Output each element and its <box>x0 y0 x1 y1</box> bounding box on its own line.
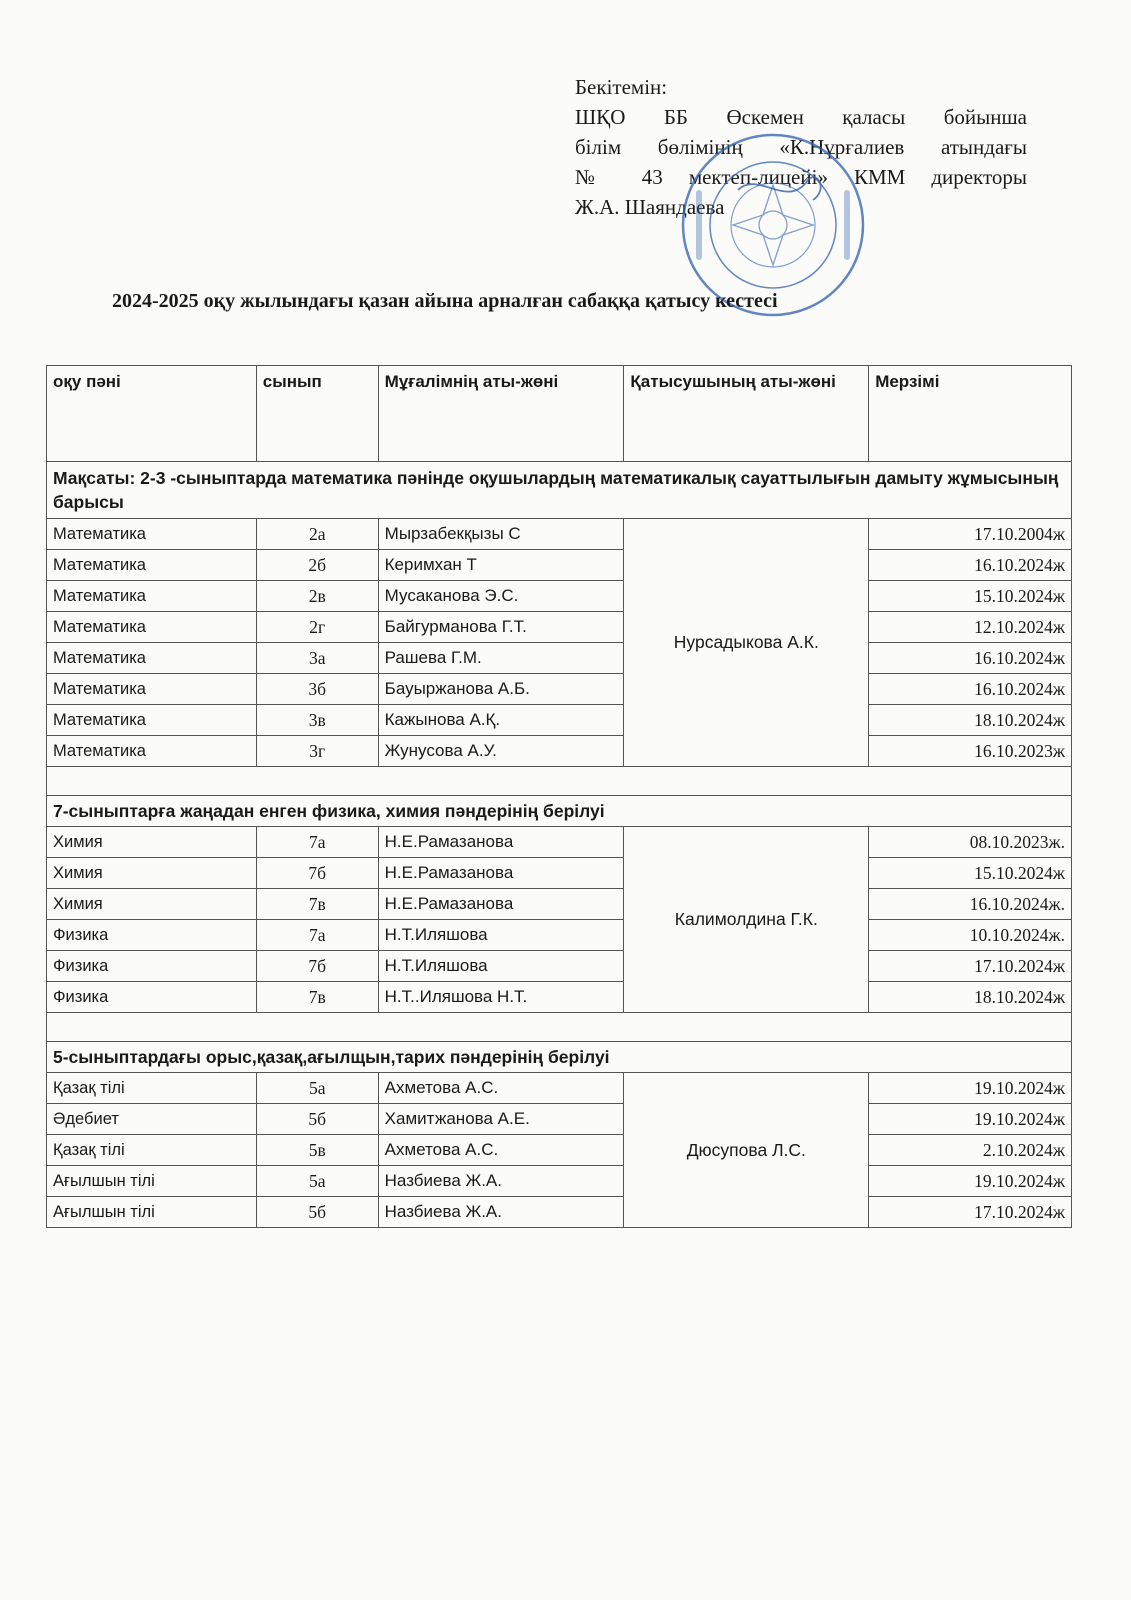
table-row <box>47 643 1072 674</box>
table-row <box>47 581 1072 612</box>
table-row <box>47 674 1072 705</box>
cell-class: 3а <box>256 643 378 674</box>
cell-class: 2а <box>256 519 378 550</box>
cell-date: 12.10.2024ж <box>869 612 1072 643</box>
approval-line: білім бөлімінің «К.Нұрғалиев атындағы <box>575 135 1027 159</box>
cell-subject: Химия <box>47 889 257 920</box>
attendance-table <box>46 365 1072 1228</box>
approval-line: № 43 мектеп-лицейі» КММ директоры <box>575 165 1027 189</box>
cell-date: 16.10.2024ж <box>869 550 1072 581</box>
cell-observer: Нурсадыкова А.К. <box>624 519 869 767</box>
table-row <box>47 736 1072 767</box>
section-heading: Мақсаты: 2-3 -сыныптарда математика пәнінде оқушылардың математикалық сауаттылығын дамыту жұмысының барысы <box>47 462 1072 519</box>
table-row <box>47 1197 1072 1228</box>
cell-class: 2б <box>256 550 378 581</box>
table-row <box>47 550 1072 581</box>
header-class: сынып <box>256 366 378 462</box>
cell-date: 10.10.2024ж. <box>869 920 1072 951</box>
cell-teacher: Мусаканова Э.С. <box>378 581 624 612</box>
cell-class: 5в <box>256 1135 378 1166</box>
cell-subject: Физика <box>47 982 257 1013</box>
cell-date: 18.10.2024ж <box>869 982 1072 1013</box>
cell-class: 3в <box>256 705 378 736</box>
cell-date: 15.10.2024ж <box>869 858 1072 889</box>
header-observer: Қатысушының аты-жөні <box>624 366 869 462</box>
table-row <box>47 519 1072 550</box>
section-heading-row <box>47 462 1072 519</box>
cell-teacher: Н.Т..Иляшова Н.Т. <box>378 982 624 1013</box>
cell-class: 7б <box>256 951 378 982</box>
cell-class: 3б <box>256 674 378 705</box>
table-row <box>47 1135 1072 1166</box>
cell-class: 3г <box>256 736 378 767</box>
approval-line: ШҚО ББ Өскемен қаласы бойынша <box>575 105 1027 129</box>
cell-class: 7а <box>256 827 378 858</box>
cell-teacher: Кажынова А.Қ. <box>378 705 624 736</box>
section-heading: 7-сыныптарға жаңадан енген физика, химия пәндерінің берілуі <box>47 796 1072 827</box>
section-heading: 5-сыныптардағы орыс,қазақ,ағылщын,тарих пәндерінің берілуі <box>47 1042 1072 1073</box>
cell-class: 7в <box>256 982 378 1013</box>
table-row <box>47 858 1072 889</box>
cell-date: 18.10.2024ж <box>869 705 1072 736</box>
cell-teacher: Н.Т.Иляшова <box>378 920 624 951</box>
cell-date: 19.10.2024ж <box>869 1104 1072 1135</box>
cell-class: 5а <box>256 1073 378 1104</box>
cell-subject: Математика <box>47 674 257 705</box>
table-row <box>47 889 1072 920</box>
cell-subject: Физика <box>47 920 257 951</box>
cell-subject: Математика <box>47 736 257 767</box>
approval-signatory: Ж.А. Шаяндаева <box>575 195 725 219</box>
cell-date: 17.10.2004ж <box>869 519 1072 550</box>
cell-subject: Химия <box>47 858 257 889</box>
cell-subject: Физика <box>47 951 257 982</box>
cell-date: 19.10.2024ж <box>869 1166 1072 1197</box>
cell-teacher: Назбиева Ж.А. <box>378 1197 624 1228</box>
cell-teacher: Н.Т.Иляшова <box>378 951 624 982</box>
table-row <box>47 920 1072 951</box>
spacer-cell <box>47 1013 1072 1042</box>
cell-teacher: Н.Е.Рамазанова <box>378 827 624 858</box>
cell-date: 16.10.2023ж <box>869 736 1072 767</box>
table-row <box>47 1073 1072 1104</box>
document-title: 2024-2025 оқу жылындағы қазан айына арналған сабаққа қатысу кестесі <box>112 290 778 312</box>
header-date: Мерзімі <box>869 366 1072 462</box>
cell-date: 15.10.2024ж <box>869 581 1072 612</box>
cell-class: 2в <box>256 581 378 612</box>
cell-subject: Математика <box>47 581 257 612</box>
cell-teacher: Н.Е.Рамазанова <box>378 858 624 889</box>
table-header-row <box>47 366 1072 462</box>
cell-teacher: Керимхан Т <box>378 550 624 581</box>
cell-subject: Химия <box>47 827 257 858</box>
cell-date: 17.10.2024ж <box>869 951 1072 982</box>
cell-date: 16.10.2024ж. <box>869 889 1072 920</box>
cell-subject: Математика <box>47 519 257 550</box>
table-row <box>47 951 1072 982</box>
cell-teacher: Мырзабекқызы С <box>378 519 624 550</box>
table-row <box>47 705 1072 736</box>
cell-subject: Ағылшын тілі <box>47 1166 257 1197</box>
section-heading-row <box>47 1042 1072 1073</box>
cell-class: 7в <box>256 889 378 920</box>
cell-class: 7б <box>256 858 378 889</box>
approval-line: Бекітемін: <box>575 75 668 99</box>
cell-subject: Әдебиет <box>47 1104 257 1135</box>
table-row <box>47 982 1072 1013</box>
cell-teacher: Ахметова А.С. <box>378 1073 624 1104</box>
section-heading-row <box>47 796 1072 827</box>
cell-subject: Ағылшын тілі <box>47 1197 257 1228</box>
cell-subject: Математика <box>47 550 257 581</box>
cell-class: 5а <box>256 1166 378 1197</box>
table-row <box>47 1166 1072 1197</box>
cell-teacher: Байгурманова Г.Т. <box>378 612 624 643</box>
cell-observer: Дюсупова Л.С. <box>624 1073 869 1228</box>
cell-class: 5б <box>256 1197 378 1228</box>
cell-subject: Қазақ тілі <box>47 1135 257 1166</box>
cell-date: 16.10.2024ж <box>869 643 1072 674</box>
spacer-row <box>47 1013 1072 1042</box>
cell-teacher: Н.Е.Рамазанова <box>378 889 624 920</box>
cell-teacher: Жунусова А.У. <box>378 736 624 767</box>
cell-teacher: Назбиева Ж.А. <box>378 1166 624 1197</box>
spacer-row <box>47 767 1072 796</box>
header-teacher: Мұғалімнің аты-жөні <box>378 366 624 462</box>
cell-subject: Қазақ тілі <box>47 1073 257 1104</box>
cell-date: 19.10.2024ж <box>869 1073 1072 1104</box>
cell-date: 08.10.2023ж. <box>869 827 1072 858</box>
cell-teacher: Рашева Г.М. <box>378 643 624 674</box>
spacer-cell <box>47 767 1072 796</box>
cell-date: 17.10.2024ж <box>869 1197 1072 1228</box>
cell-subject: Математика <box>47 612 257 643</box>
cell-subject: Математика <box>47 643 257 674</box>
cell-class: 2г <box>256 612 378 643</box>
cell-date: 2.10.2024ж <box>869 1135 1072 1166</box>
table-row <box>47 827 1072 858</box>
cell-subject: Математика <box>47 705 257 736</box>
table-row <box>47 1104 1072 1135</box>
cell-class: 5б <box>256 1104 378 1135</box>
cell-date: 16.10.2024ж <box>869 674 1072 705</box>
table-row <box>47 612 1072 643</box>
cell-observer: Калимолдина Г.К. <box>624 827 869 1013</box>
cell-teacher: Ахметова А.С. <box>378 1135 624 1166</box>
cell-teacher: Хамитжанова А.Е. <box>378 1104 624 1135</box>
cell-teacher: Бауыржанова А.Б. <box>378 674 624 705</box>
cell-class: 7а <box>256 920 378 951</box>
header-subject: оқу пәні <box>47 366 257 462</box>
